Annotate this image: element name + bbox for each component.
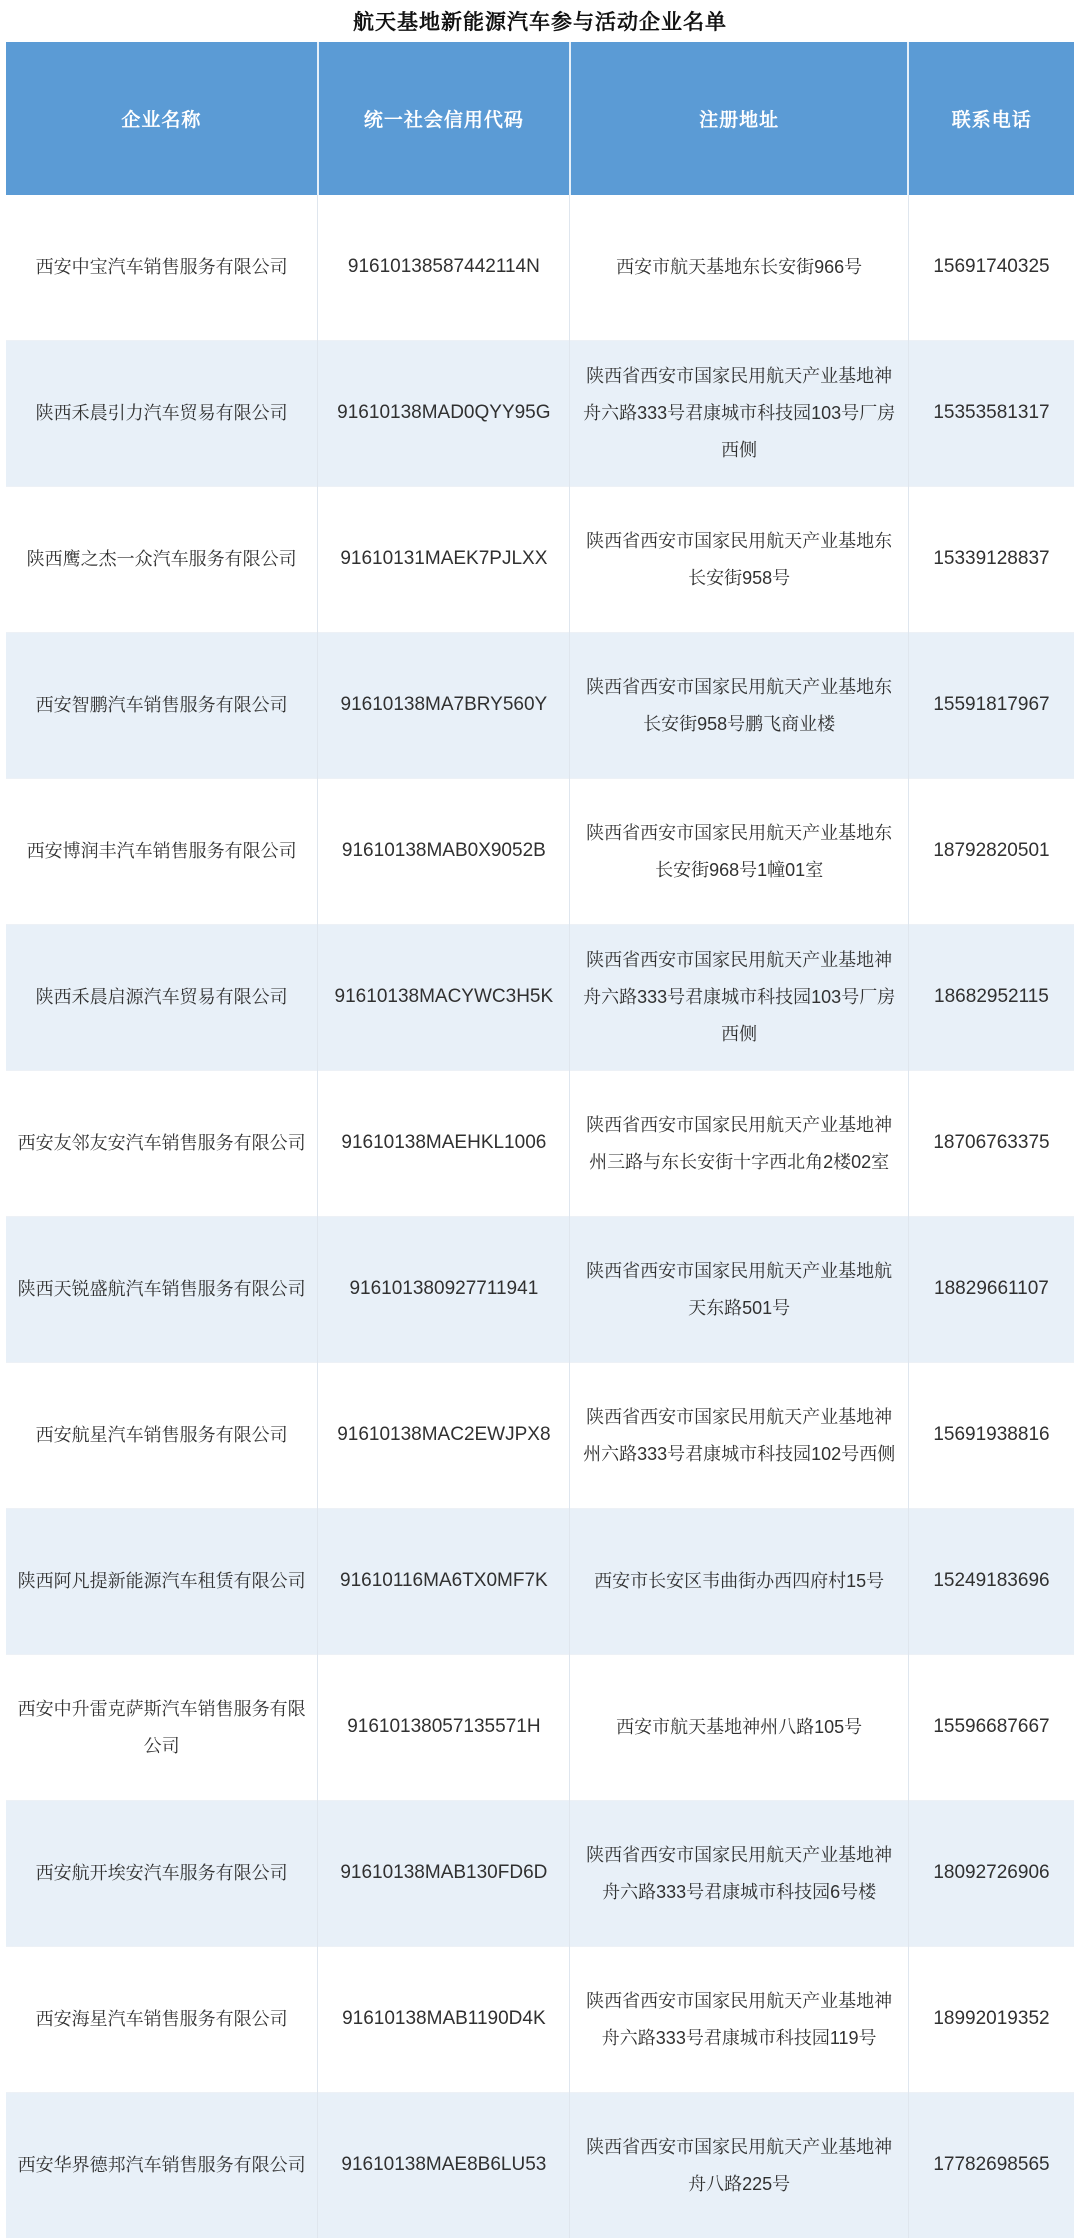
company-name-cell: 西安海星汽车销售服务有限公司: [6, 1947, 318, 2093]
address-cell: 陕西省西安市国家民用航天产业基地航天东路501号: [570, 1217, 909, 1363]
address-cell: 陕西省西安市国家民用航天产业基地神州三路与东长安街十字西北角2楼02室: [570, 1071, 909, 1217]
table-body: [6, 195, 1074, 2238]
table-row: [6, 925, 1074, 1071]
phone-cell: 17782698565: [908, 2093, 1074, 2238]
credit-code-cell: 91610138MAB0X9052B: [318, 779, 570, 925]
table-row: [6, 487, 1074, 633]
company-name-cell: 西安航星汽车销售服务有限公司: [6, 1363, 318, 1509]
address-cell: 西安市长安区韦曲街办西四府村15号: [570, 1509, 909, 1655]
credit-code-cell: 91610138MAD0QYY95G: [318, 341, 570, 487]
column-header-address: 注册地址: [570, 42, 909, 195]
page-title: 航天基地新能源汽车参与活动企业名单: [353, 6, 727, 36]
address-cell: 陕西省西安市国家民用航天产业基地东长安街968号1幢01室: [570, 779, 909, 925]
company-name-cell: 西安航开埃安汽车服务有限公司: [6, 1801, 318, 1947]
credit-code-cell: 91610138587442114N: [318, 195, 570, 341]
company-name-cell: 陕西阿凡提新能源汽车租赁有限公司: [6, 1509, 318, 1655]
company-name-cell: 陕西禾晨启源汽车贸易有限公司: [6, 925, 318, 1071]
phone-cell: 18992019352: [908, 1947, 1074, 2093]
table-row: [6, 1217, 1074, 1363]
company-table-wrap: [6, 42, 1074, 2238]
phone-cell: 18092726906: [908, 1801, 1074, 1947]
table-row: [6, 633, 1074, 779]
credit-code-cell: 91610138MAE8B6LU53: [318, 2093, 570, 2238]
credit-code-cell: 91610138MAEHKL1006: [318, 1071, 570, 1217]
table-header: [6, 42, 1074, 195]
company-name-cell: 西安博润丰汽车销售服务有限公司: [6, 779, 318, 925]
title-bar: [0, 0, 1080, 42]
column-header-credit-code: 统一社会信用代码: [318, 42, 570, 195]
company-table: [6, 42, 1074, 2238]
phone-cell: 15691740325: [908, 195, 1074, 341]
company-name-cell: 西安中升雷克萨斯汽车销售服务有限公司: [6, 1655, 318, 1801]
phone-cell: 15353581317: [908, 341, 1074, 487]
phone-cell: 15249183696: [908, 1509, 1074, 1655]
address-cell: 陕西省西安市国家民用航天产业基地神舟六路333号君康城市科技园103号厂房西侧: [570, 925, 909, 1071]
credit-code-cell: 91610138MA7BRY560Y: [318, 633, 570, 779]
company-name-cell: 陕西鹰之杰一众汽车服务有限公司: [6, 487, 318, 633]
table-row: [6, 1947, 1074, 2093]
phone-cell: 15591817967: [908, 633, 1074, 779]
credit-code-cell: 91610138057135571H: [318, 1655, 570, 1801]
phone-cell: 18792820501: [908, 779, 1074, 925]
company-name-cell: 西安友邻友安汽车销售服务有限公司: [6, 1071, 318, 1217]
header-row: [6, 42, 1074, 195]
credit-code-cell: 91610138MAC2EWJPX8: [318, 1363, 570, 1509]
credit-code-cell: 91610138MAB130FD6D: [318, 1801, 570, 1947]
table-row: [6, 1801, 1074, 1947]
company-name-cell: 西安中宝汽车销售服务有限公司: [6, 195, 318, 341]
credit-code-cell: 91610138MAB1190D4K: [318, 1947, 570, 2093]
company-name-cell: 西安华界德邦汽车销售服务有限公司: [6, 2093, 318, 2238]
table-row: [6, 1363, 1074, 1509]
table-row: [6, 2093, 1074, 2238]
phone-cell: 15596687667: [908, 1655, 1074, 1801]
address-cell: 陕西省西安市国家民用航天产业基地东长安街958号鹏飞商业楼: [570, 633, 909, 779]
address-cell: 陕西省西安市国家民用航天产业基地神舟八路225号: [570, 2093, 909, 2238]
company-name-cell: 陕西天锐盛航汽车销售服务有限公司: [6, 1217, 318, 1363]
table-row: [6, 779, 1074, 925]
address-cell: 陕西省西安市国家民用航天产业基地神舟六路333号君康城市科技园6号楼: [570, 1801, 909, 1947]
table-row: [6, 195, 1074, 341]
address-cell: 陕西省西安市国家民用航天产业基地神州六路333号君康城市科技园102号西侧: [570, 1363, 909, 1509]
column-header-company-name: 企业名称: [6, 42, 318, 195]
column-header-phone: 联系电话: [908, 42, 1074, 195]
address-cell: 陕西省西安市国家民用航天产业基地神舟六路333号君康城市科技园119号: [570, 1947, 909, 2093]
credit-code-cell: 91610116MA6TX0MF7K: [318, 1509, 570, 1655]
credit-code-cell: 91610138MACYWC3H5K: [318, 925, 570, 1071]
company-name-cell: 陕西禾晨引力汽车贸易有限公司: [6, 341, 318, 487]
address-cell: 陕西省西安市国家民用航天产业基地神舟六路333号君康城市科技园103号厂房西侧: [570, 341, 909, 487]
address-cell: 西安市航天基地东长安街966号: [570, 195, 909, 341]
table-row: [6, 1509, 1074, 1655]
phone-cell: 15339128837: [908, 487, 1074, 633]
address-cell: 西安市航天基地神州八路105号: [570, 1655, 909, 1801]
phone-cell: 18706763375: [908, 1071, 1074, 1217]
address-cell: 陕西省西安市国家民用航天产业基地东长安街958号: [570, 487, 909, 633]
table-row: [6, 1071, 1074, 1217]
phone-cell: 18682952115: [908, 925, 1074, 1071]
credit-code-cell: 916101380927711941: [318, 1217, 570, 1363]
phone-cell: 15691938816: [908, 1363, 1074, 1509]
table-row: [6, 341, 1074, 487]
credit-code-cell: 91610131MAEK7PJLXX: [318, 487, 570, 633]
table-row: [6, 1655, 1074, 1801]
company-name-cell: 西安智鹏汽车销售服务有限公司: [6, 633, 318, 779]
phone-cell: 18829661107: [908, 1217, 1074, 1363]
